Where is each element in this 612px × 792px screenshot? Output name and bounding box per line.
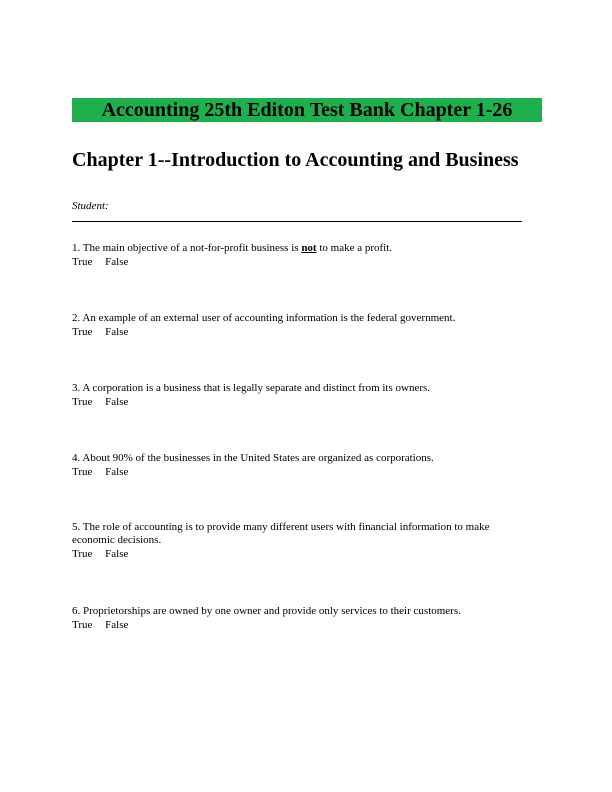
emphasis-not: not [301, 242, 317, 254]
question-text: 1. The main objective of a not-for-profit business is not to make a profit. [72, 242, 393, 254]
question-5 [72, 521, 534, 561]
question-text: 2. An example of an external user of accounting information is the federal government. [72, 312, 456, 324]
question-2 [72, 312, 534, 339]
option-true: True [72, 256, 93, 268]
answer-options [72, 326, 534, 339]
question-text: 4. About 90% of the businesses in the United States are organized as corporations. [72, 452, 434, 464]
option-false: False [105, 256, 129, 268]
option-false: False [105, 326, 129, 338]
option-true: True [72, 548, 93, 560]
answer-options [72, 548, 534, 561]
question-text: 3. A corporation is a business that is legally separate and distinct from its owners. [72, 382, 431, 394]
student-label: Student: [72, 200, 109, 212]
student-name-line [72, 221, 522, 222]
option-true: True [72, 466, 93, 478]
option-true: True [72, 326, 93, 338]
option-false: False [105, 548, 129, 560]
question-text: 6. Proprietorships are owned by one owner and provide only services to their customers. [72, 605, 461, 617]
question-1 [72, 242, 534, 269]
option-true: True [72, 619, 93, 631]
option-true: True [72, 396, 93, 408]
question-4 [72, 452, 534, 479]
title-banner [72, 98, 542, 122]
answer-options [72, 396, 534, 409]
student-field [72, 200, 522, 222]
question-3 [72, 382, 534, 409]
banner-title: Accounting 25th Editon Test Bank Chapter 1-26 [101, 99, 513, 121]
question-text: 5. The role of accounting is to provide many different users with financial information to make economic decisions. [72, 521, 490, 546]
answer-options [72, 619, 534, 632]
answer-options [72, 466, 534, 479]
option-false: False [105, 396, 129, 408]
answer-options [72, 256, 534, 269]
option-false: False [105, 619, 129, 631]
chapter-title: Chapter 1--Introduction to Accounting and Business [72, 149, 519, 171]
option-false: False [105, 466, 129, 478]
question-6 [72, 605, 534, 632]
